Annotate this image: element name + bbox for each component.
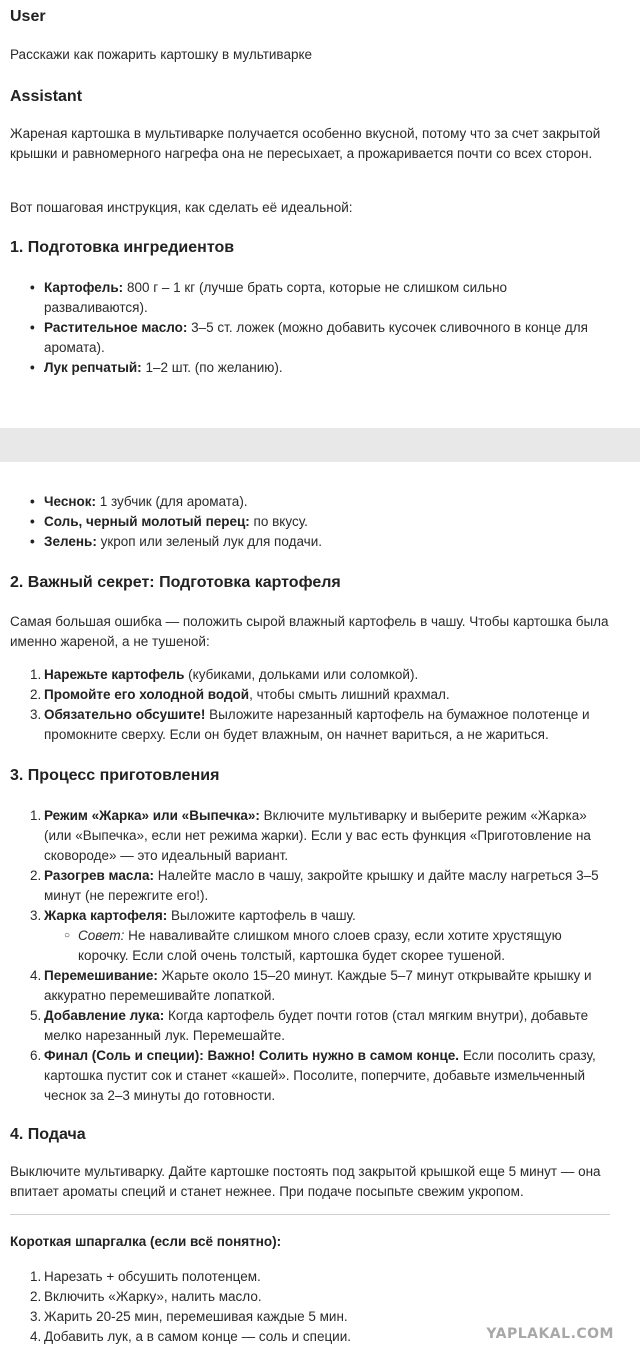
list-item: 1. Режим «Жарка» или «Выпечка»: Включите мультиварку и выберите режим «Жарка» (или «Выпечка», если нет режима жарки). Если у вас есть функция «Приготовление на сковороде» — это идеальный вариант.: [30, 808, 591, 863]
section-4-heading: 4. Подача: [10, 1126, 86, 1143]
intro-paragraph: Жареная картошка в мультиварке получается особенно вкусной, потому что за счет закрытой крышки и равномерного нагрефа она не пересыхает, а прожаривается почти со всех сторон.: [10, 126, 601, 161]
watermark: YAPLAKAL.COM: [486, 1326, 614, 1342]
chat-pane-bottom: [0, 462, 640, 1364]
section-4-paragraph: Выключите мультиварку. Дайте картошке постоять под закрытой крышкой еще 5 минут — она впитает ароматы специй и станет нежнее. При подаче посыпьте свежим укропом.: [10, 1164, 601, 1199]
list-item: 3. Обязательно обсушите! Выложите нарезанный картофель на бумажное полотенце и промокните сверху. Если он будет влажным, он начнет вариться, а не жариться.: [30, 707, 590, 742]
list-item: 5. Добавление лука: Когда картофель будет почти готов (стал мягким внутри), добавьте мелко нарезанный лук. Перемешайте.: [30, 1008, 589, 1043]
list-item: 4. Добавить лук, а в самом конце — соль и специи.: [30, 1329, 352, 1344]
list-item: 2. Разогрев масла: Налейте масло в чашу, закройте крышку и дайте маслу нагреться 3–5 минут (не пережгите его!).: [30, 868, 599, 903]
prep-steps-list: [10, 665, 608, 745]
ingredients-list-more: [10, 492, 608, 552]
user-message: Расскажи как пожарить картошку в мультиварке: [10, 47, 313, 62]
cooking-steps-list: [10, 806, 608, 1106]
list-item: 3. Жарка картофеля: Выложите картофель в чашу. ○ Совет: Не наваливайте слишком много слоев сразу, если хотите хрустящую корочку. Если слой очень толстый, картошка будет скорее тушеной.: [10, 906, 608, 966]
divider: [10, 1214, 610, 1215]
section-2-heading: 2. Важный секрет: Подготовка картофеля: [10, 574, 341, 591]
tip-item: ○ Совет: Не наваливайте слишком много слоев сразу, если хотите хрустящую корочку. Если слой очень толстый, картошка будет скорее тушеной.: [10, 926, 608, 966]
list-item: 2. Включить «Жарку», налить масло.: [30, 1289, 262, 1304]
list-item: • Растительное масло: 3–5 ст. ложек (можно добавить кусочек сливочного в конце для аромата).: [10, 318, 608, 358]
section-3-heading: 3. Процесс приготовления: [10, 767, 220, 784]
screenshot-separator: [0, 428, 640, 462]
assistant-role-label: Assistant: [10, 88, 83, 105]
list-item: • Зелень: укроп или зеленый лук для подачи.: [10, 532, 608, 552]
intro-lead: Вот пошаговая инструкция, как сделать её идеальной:: [10, 200, 353, 215]
cheatsheet-heading: Короткая шпаргалка (если всё понятно):: [10, 1234, 282, 1249]
list-item: • Соль, черный молотый перец: по вкусу.: [10, 512, 608, 532]
chat-pane-top: [0, 0, 640, 428]
tip-sublist: [10, 926, 608, 966]
list-item: 1. Нарежьте картофель (кубиками, дольками или соломкой).: [30, 667, 419, 682]
user-role-label: User: [10, 8, 46, 25]
list-item: 3. Жарить 20-25 мин, перемешивая каждые 5 мин.: [30, 1309, 348, 1324]
list-item: 4. Перемешивание: Жарьте около 15–20 минут. Каждые 5–7 минут открывайте крышку и аккуратно перемешивайте лопаткой.: [30, 968, 592, 1003]
section-1-heading: 1. Подготовка ингредиентов: [10, 239, 235, 256]
list-item: • Лук репчатый: 1–2 шт. (по желанию).: [10, 358, 608, 378]
list-item: 1. Нарезать + обсушить полотенцем.: [30, 1269, 261, 1284]
section-2-paragraph: Самая большая ошибка — положить сырой влажный картофель в чашу. Чтобы картошка была именно жареной, а не тушеной:: [10, 614, 609, 649]
list-item: 6. Финал (Соль и специи): Важно! Солить нужно в самом конце. Если посолить сразу, картошка пустит сок и станет «кашей». Посолите, поперчите, добавьте измельченный чеснок за 2–3 минуты до готовности.: [30, 1048, 596, 1103]
ingredients-list-top: [10, 278, 608, 378]
list-item: • Чеснок: 1 зубчик (для аромата).: [10, 492, 608, 512]
list-item: 2. Промойте его холодной водой, чтобы смыть лишний крахмал.: [30, 687, 450, 702]
list-item: • Картофель: 800 г – 1 кг (лучше брать сорта, которые не слишком сильно разваливаются).: [10, 278, 608, 318]
